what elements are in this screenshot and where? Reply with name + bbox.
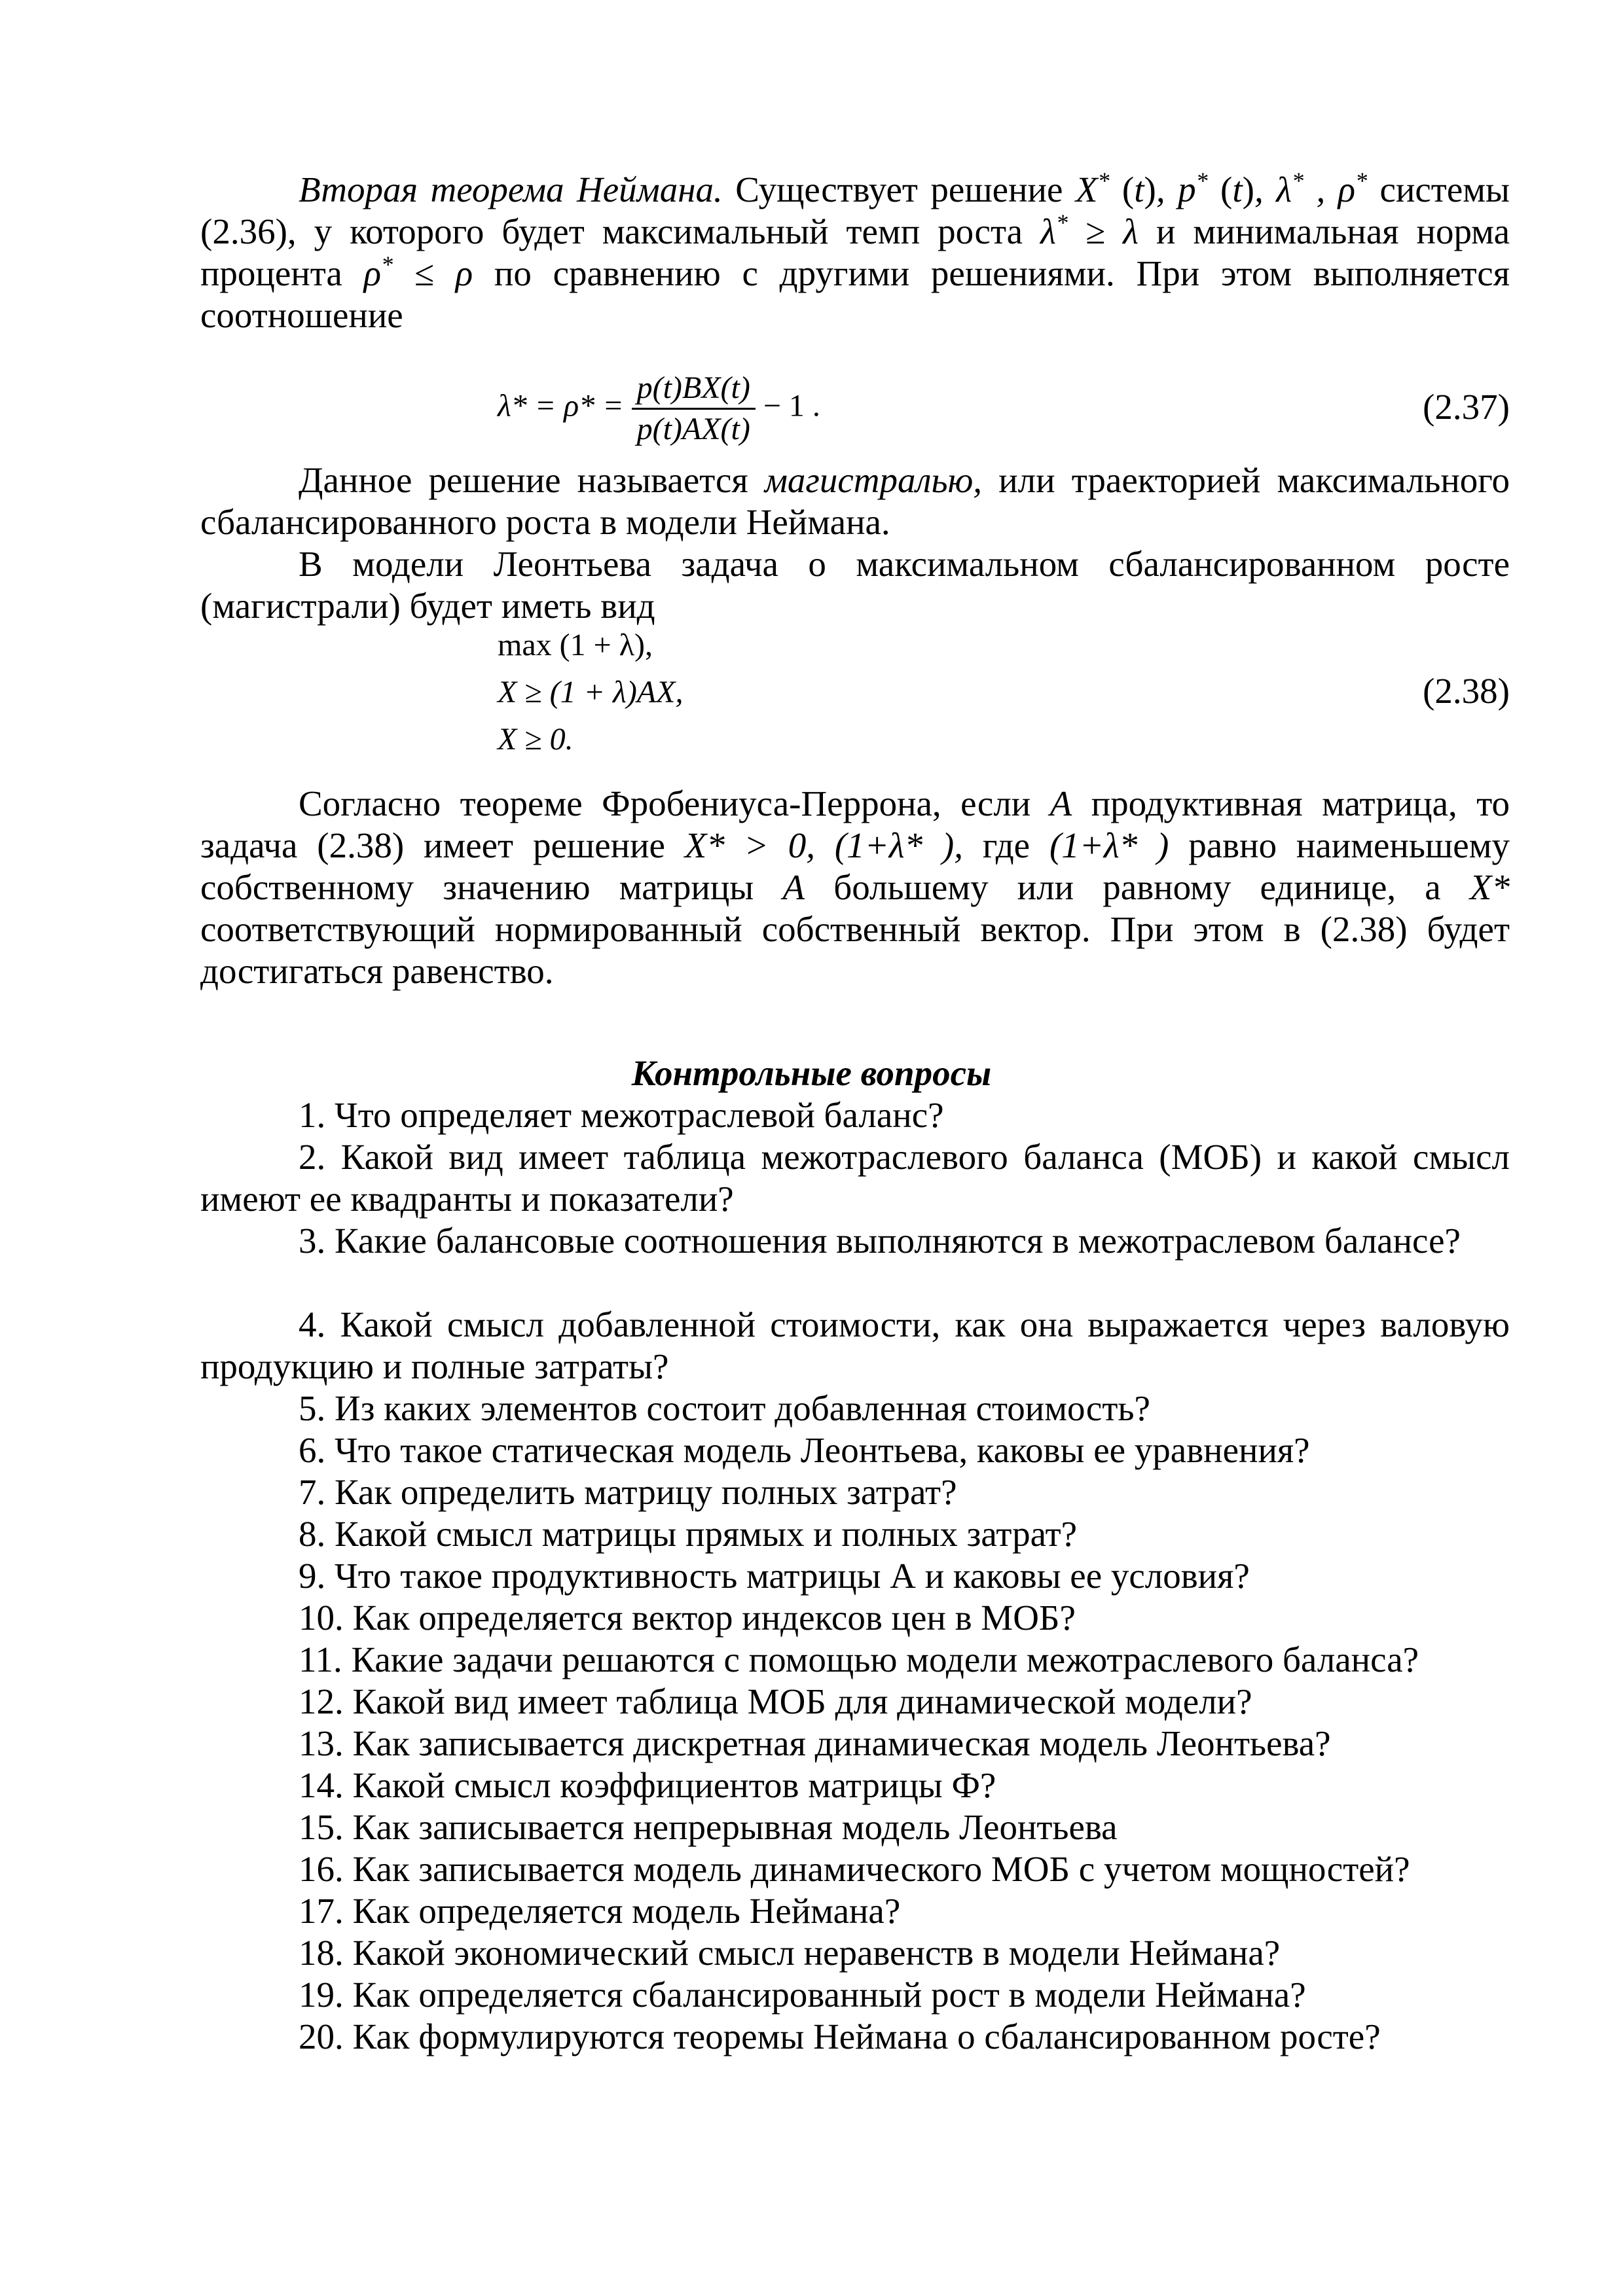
equation-2-38-line-3: X ≥ 0. — [498, 722, 574, 757]
equation-2-38-line-2: X ≥ (1 + λ)AX, — [498, 675, 684, 709]
growth-inequality: λ* ≥ λ — [1040, 209, 1139, 251]
list-item: 8. Какой смысл матрицы прямых и полных затрат? — [299, 1514, 1078, 1554]
equation-2-37: λ* = ρ* = $\frac{p(t)BX(t)}{p(t)AX(t)}$ − 1 . — [498, 370, 820, 446]
list-item: 11. Какие задачи решаются с помощью модели межотраслевого баланса? — [299, 1640, 1419, 1679]
solution-symbols: X* (t), p* (t), λ* , ρ* — [1075, 168, 1368, 209]
list-item: 15. Как записывается непрерывная модель Леонтьева — [299, 1807, 1118, 1847]
equation-number-2-38: (2.38) — [1423, 671, 1510, 711]
list-item: 9. Что такое продуктивность матрицы А и каковы ее условия? — [299, 1556, 1250, 1596]
list-item: 18. Какой экономический смысл неравенств в модели Неймана? — [299, 1933, 1281, 1973]
equation-2-37-fraction: $\frac{p(t)BX(t)}{p(t)AX(t)}$ — [632, 370, 756, 448]
magistral-paragraph: Данное решение называется магистралью, или траекторией максимального сбалансированного роста в модели Неймана. — [200, 460, 1510, 542]
theorem-paragraph: Вторая теорема Неймана. Существует решение X* (t), p* (t), λ* , ρ* системы (2.36), у которого будет максимальный темп роста λ* ≥ λ и минимальная норма процента ρ* ≤ ρ по сравнению с другими решениями. При этом выполняется соотношение — [200, 168, 1510, 335]
list-item: 7. Как определить матрицу полных затрат? — [299, 1472, 957, 1512]
leontief-paragraph: В модели Леонтьева задача о максимальном сбалансированном росте (магистрали) будет иметь вид — [200, 544, 1510, 626]
list-item: 1. Что определяет межотраслевой баланс? — [299, 1095, 944, 1135]
list-item: 3. Какие балансовые соотношения выполняются в межотраслевом балансе? — [299, 1221, 1461, 1261]
equation-number-2-37: (2.37) — [1423, 387, 1510, 427]
list-item: 14. Какой смысл коэффициентов матрицы Ф? — [299, 1765, 996, 1805]
list-item: 2. Какой вид имеет таблица межотраслевого баланса (МОБ) и какой смысл имеют ее квадранты и показатели? — [200, 1137, 1510, 1219]
list-item: 4. Какой смысл добавленной стоимости, как она выражается через валовую продукцию и полные затраты? — [200, 1304, 1510, 1386]
frobenius-perron-paragraph: Согласно теореме Фробениуса-Перрона, если A продуктивная матрица, то задача (2.38) имеет решение X* > 0, (1+λ* ), где (1+λ* ) равно наименьшему собственному значению матрицы A большему или равному единице, а X* соответствующий нормированный собственный вектор. При этом в (2.38) будет достигаться равенство. — [200, 783, 1510, 991]
list-item: 20. Как формулируются теоремы Неймана о сбалансированном росте? — [299, 2017, 1381, 2056]
magistral-term: магистралью, — [764, 460, 983, 500]
rate-inequality: ρ* ≤ ρ — [363, 251, 473, 293]
theorem-name: Вторая теорема Неймана. — [299, 170, 723, 209]
list-item: 19. Как определяется сбалансированный рост в модели Неймана? — [299, 1975, 1306, 2015]
list-item: 6. Что такое статическая модель Леонтьева, каковы ее уравнения? — [299, 1430, 1310, 1470]
list-item: 17. Как определяется модель Неймана? — [299, 1891, 901, 1931]
list-item: 16. Как записывается модель динамического МОБ с учетом мощностей? — [299, 1849, 1410, 1889]
list-item: 13. Как записывается дискретная динамическая модель Леонтьева? — [299, 1723, 1331, 1763]
list-item: 10. Как определяется вектор индексов цен в МОБ? — [299, 1598, 1076, 1638]
equation-2-38-line-1: max (1 + λ), — [498, 628, 653, 662]
section-heading: Контрольные вопросы — [631, 1053, 992, 1093]
list-item: 12. Какой вид имеет таблица МОБ для динамической модели? — [299, 1681, 1252, 1721]
list-item: 5. Из каких элементов состоит добавленная стоимость? — [299, 1388, 1150, 1428]
